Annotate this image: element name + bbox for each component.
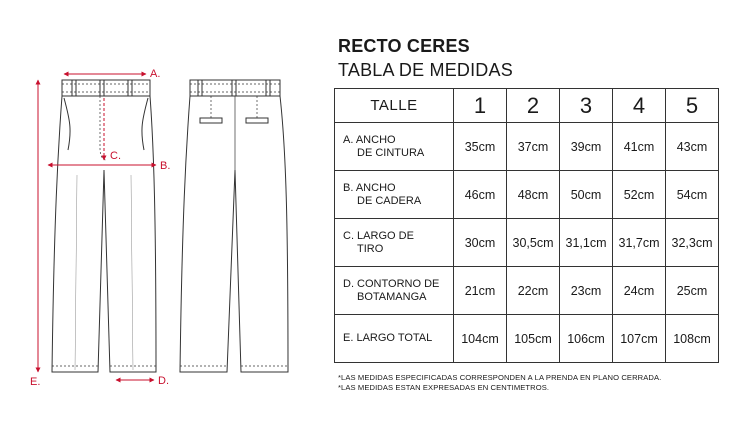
label-d: D.: [158, 375, 169, 387]
table-cell: 23cm: [560, 267, 613, 315]
table-row: [335, 315, 719, 363]
table-cell: 39cm: [560, 123, 613, 171]
table-title: TABLA DE MEDIDAS: [338, 60, 513, 80]
header-size: 1: [454, 89, 507, 123]
row-label: [335, 171, 454, 219]
table-cell: 32,3cm: [666, 219, 719, 267]
row-label-line2: TIRO: [357, 242, 384, 255]
label-a: A.: [150, 68, 161, 80]
table-cell: 30,5cm: [507, 219, 560, 267]
table-cell: 22cm: [507, 267, 560, 315]
table-cell: 31,1cm: [560, 219, 613, 267]
table-row: [335, 171, 719, 219]
header-size: 3: [560, 89, 613, 123]
header-row: [335, 89, 719, 123]
table-row: [335, 123, 719, 171]
table-cell: 41cm: [613, 123, 666, 171]
table-cell: 31,7cm: [613, 219, 666, 267]
header-talle: TALLE: [335, 89, 454, 123]
row-label-line1: B. ANCHO: [343, 181, 396, 194]
row-label-line2: BOTAMANGA: [357, 290, 427, 303]
table-cell: 107cm: [613, 315, 666, 363]
table-cell: 108cm: [666, 315, 719, 363]
table-row: [335, 219, 719, 267]
product-title: RECTO CERES: [338, 36, 470, 56]
row-label-line1: A. ANCHO: [343, 133, 396, 146]
table-cell: 106cm: [560, 315, 613, 363]
label-e: E.: [30, 376, 41, 388]
table-cell: 46cm: [454, 171, 507, 219]
header-size: 4: [613, 89, 666, 123]
footnotes: [338, 373, 661, 393]
table-cell: 30cm: [454, 219, 507, 267]
pants-measurement-diagram: [0, 0, 330, 432]
footnote: *LAS MEDIDAS ESTAN EXPRESADAS EN CENTIMETROS.: [338, 383, 550, 392]
table-cell: 105cm: [507, 315, 560, 363]
table-cell: 21cm: [454, 267, 507, 315]
table-cell: 48cm: [507, 171, 560, 219]
row-label: [335, 267, 454, 315]
row-label-line2: DE CINTURA: [357, 146, 425, 159]
table-row: [335, 267, 719, 315]
table-cell: 24cm: [613, 267, 666, 315]
footnote: *LAS MEDIDAS ESPECIFICADAS CORRESPONDEN A LA PRENDA EN PLANO CERRADA.: [338, 373, 662, 382]
row-label-line1: D. CONTORNO DE: [343, 277, 440, 290]
table-cell: 35cm: [454, 123, 507, 171]
table-cell: 25cm: [666, 267, 719, 315]
row-label: [335, 123, 454, 171]
table-cell: 50cm: [560, 171, 613, 219]
pants-back-view: [180, 80, 288, 372]
row-label-line1: E. LARGO TOTAL: [343, 332, 433, 344]
table-cell: 54cm: [666, 171, 719, 219]
row-label-line1: C. LARGO DE: [343, 229, 414, 242]
table-cell: 52cm: [613, 171, 666, 219]
table-cell: 43cm: [666, 123, 719, 171]
table-cell: 37cm: [507, 123, 560, 171]
label-b: B.: [160, 160, 171, 172]
size-chart-table: [334, 88, 719, 363]
label-c: C.: [110, 150, 121, 162]
row-label-line2: DE CADERA: [357, 194, 422, 207]
table-cell: 104cm: [454, 315, 507, 363]
header-size: 2: [507, 89, 560, 123]
row-label: [335, 219, 454, 267]
row-label: [335, 315, 454, 363]
header-size: 5: [666, 89, 719, 123]
